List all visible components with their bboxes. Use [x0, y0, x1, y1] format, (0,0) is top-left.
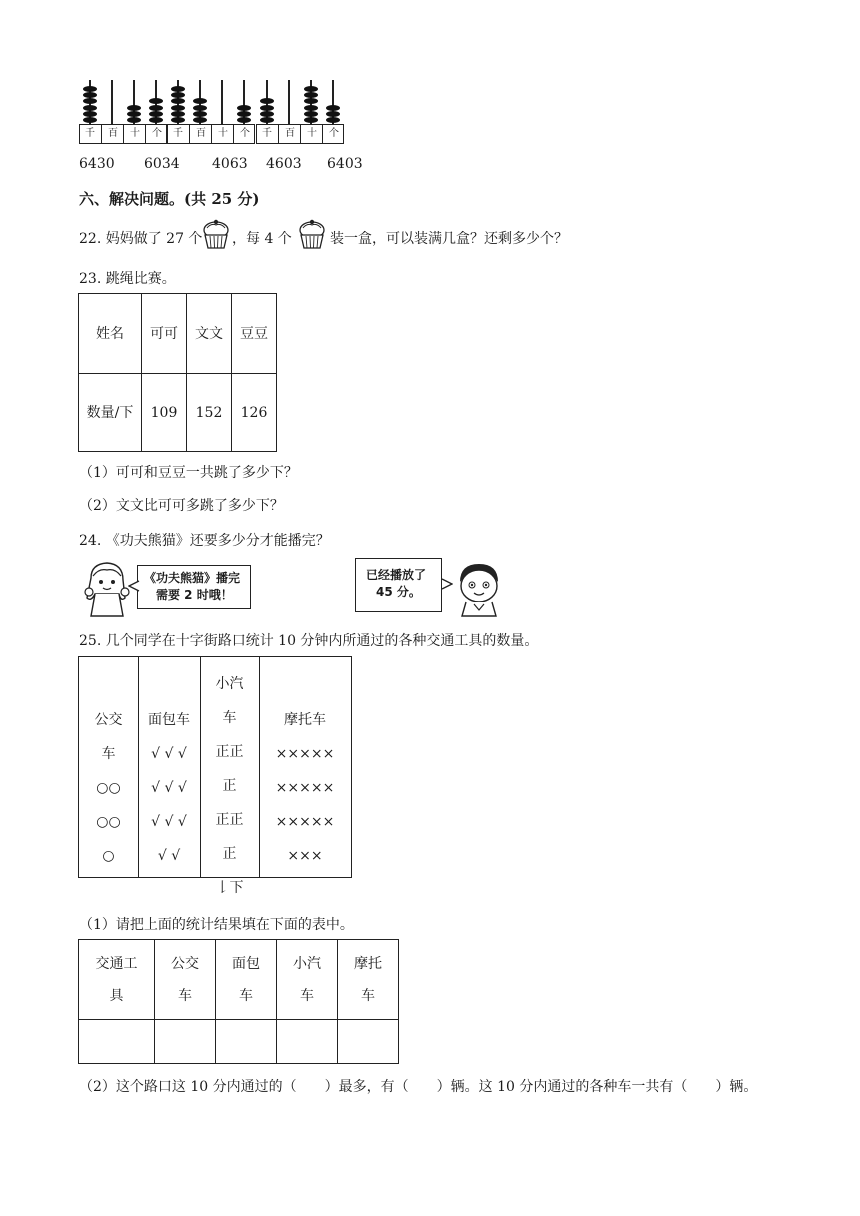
abacus-place-label: 百 — [189, 124, 212, 144]
tally-car-column — [200, 667, 259, 905]
table-cell: 126 — [232, 374, 277, 452]
abacus-bead — [304, 98, 318, 104]
fill-header-moto: 摩托 车 — [338, 940, 399, 1020]
tally-car-row: 𠄌下 — [215, 880, 244, 896]
bubble-left-line1: 《功夫熊猫》播完 — [144, 571, 241, 585]
fill-header-van: 面包 车 — [216, 940, 277, 1020]
number-option-1: 6430 — [79, 156, 115, 172]
abacus-bead — [127, 117, 141, 123]
abacus-bead — [127, 111, 141, 117]
abacus-bead — [171, 105, 185, 111]
abacus-bead — [171, 92, 185, 98]
q22-text-1: 22. 妈妈做了 27 个 — [79, 231, 203, 247]
abacus-place-label: 千 — [173, 128, 183, 139]
fill-cell[interactable] — [79, 1020, 155, 1064]
tally-car-row: 正正 — [215, 744, 244, 760]
abacus-place-label: 个 — [145, 124, 168, 144]
tally-car-row: 正正 — [215, 812, 244, 828]
tally-bus-row: ○ — [102, 848, 115, 864]
abacus-bead — [304, 86, 318, 92]
number-option-5: 6403 — [327, 156, 363, 172]
abacus-bead — [83, 111, 97, 117]
tally-van-row: √ √ √ — [151, 746, 187, 762]
abacus-bead — [83, 117, 97, 123]
q25-title: 25. 几个同学在十字街路口统计 10 分钟内所通过的各种交通工具的数量。 — [79, 633, 539, 649]
tally-car-row: 正 — [222, 846, 237, 862]
q23-sub1: （1）可可和豆豆一共跳了多少下？ — [79, 465, 298, 481]
cupcake-icon — [201, 218, 231, 250]
fill-cell[interactable] — [155, 1020, 216, 1064]
abacus-bead — [149, 98, 163, 104]
abacus-bead — [326, 111, 340, 117]
abacus-bead — [326, 117, 340, 123]
abacus-place-label: 十 — [123, 124, 146, 144]
q23-title: 23. 跳绳比赛。 — [79, 271, 176, 287]
tally-moto-row: ××××× — [275, 746, 335, 762]
abacus-bead — [149, 117, 163, 123]
abacus-bead — [260, 105, 274, 111]
bubble-right-line1: 已经播放了 — [366, 568, 427, 582]
abacus-bead — [237, 111, 251, 117]
tally-van-column — [138, 703, 200, 873]
abacus-bead — [237, 117, 251, 123]
q22-text-3: 装一盒，可以装满几盒？还剩多少个？ — [330, 231, 568, 247]
abacus-place-label: 千 — [85, 128, 95, 139]
table-header-keke: 可可 — [142, 294, 187, 374]
bubble-left-line2: 需要 2 时哦！ — [156, 588, 233, 602]
table-cell: 152 — [187, 374, 232, 452]
number-option-2: 6034 — [144, 156, 180, 172]
tally-bus-column — [79, 703, 138, 873]
table-header-wenwen: 文文 — [187, 294, 232, 374]
tally-van-row: √ √ √ — [151, 780, 187, 796]
abacus-bead — [304, 92, 318, 98]
abacus-bead — [83, 92, 97, 98]
abacus-rod — [221, 80, 223, 124]
abacus-place-label: 个 — [322, 124, 345, 144]
fill-cell[interactable] — [277, 1020, 338, 1064]
q23-sub2: （2）文文比可可多跳了多少下？ — [79, 498, 284, 514]
table-header-name: 姓名 — [79, 294, 142, 374]
abacus-bead — [83, 98, 97, 104]
abacus-place-label: 百 — [278, 124, 301, 144]
abacus-bead — [237, 105, 251, 111]
number-option-3: 4063 — [212, 156, 248, 172]
tally-van-row: √ √ — [157, 848, 181, 864]
table-header-doudou: 豆豆 — [232, 294, 277, 374]
abacus-bead — [304, 111, 318, 117]
abacus-bead — [193, 117, 207, 123]
abacus-bead — [193, 105, 207, 111]
fill-table — [78, 939, 399, 1064]
fill-cell[interactable] — [338, 1020, 399, 1064]
tally-bus-row: ○○ — [96, 780, 121, 796]
tally-header-moto: 摩托车 — [284, 712, 326, 728]
abacus-bead — [171, 117, 185, 123]
abacus-rod — [288, 80, 290, 124]
abacus-place-label: 百 — [101, 124, 124, 144]
abacus-bead — [260, 111, 274, 117]
table-cell: 109 — [142, 374, 187, 452]
tally-header-van: 面包车 — [148, 712, 190, 728]
tally-header-bus: 公交 车 — [94, 712, 123, 762]
abacus-bead — [260, 98, 274, 104]
tally-car-row: 正 — [222, 778, 237, 794]
abacus-rod — [111, 80, 113, 124]
jump-rope-table — [78, 293, 277, 452]
tally-header-car: 小汽 车 — [215, 676, 244, 726]
q25-sub1: （1）请把上面的统计结果填在下面的表中。 — [79, 917, 354, 933]
speech-bubble-right — [355, 558, 442, 612]
abacus-bead — [127, 105, 141, 111]
abacus-bead — [83, 86, 97, 92]
q22-text-2: ，每 4 个 — [232, 231, 292, 247]
abacus-place-label: 个 — [233, 124, 256, 144]
abacus-bead — [149, 111, 163, 117]
abacus-bead — [193, 111, 207, 117]
table-row-label: 数量/下 — [79, 374, 142, 452]
abacus-bead — [149, 105, 163, 111]
tally-moto-row: ××× — [287, 848, 323, 864]
abacus-place-label: 千 — [262, 128, 272, 139]
bubble-tail-left — [128, 580, 140, 592]
section-title: 六、解决问题。(共 25 分) — [79, 190, 260, 208]
number-option-4: 4603 — [266, 156, 302, 172]
abacus-bead — [83, 105, 97, 111]
abacus-bead — [193, 98, 207, 104]
speech-bubble-left — [137, 565, 251, 609]
tally-van-row: √ √ √ — [151, 814, 187, 830]
q24-title: 24. 《功夫熊猫》还要多少分才能播完？ — [79, 533, 330, 549]
abacus-bead — [260, 117, 274, 123]
abacus-bead — [304, 105, 318, 111]
fill-cell[interactable] — [216, 1020, 277, 1064]
tally-bus-row: ○○ — [96, 814, 121, 830]
tally-moto-row: ××××× — [275, 780, 335, 796]
bubble-right-line2: 45 分。 — [376, 585, 421, 599]
abacus-bead — [304, 117, 318, 123]
tally-table — [78, 656, 352, 896]
q25-sub2: （2）这个路口这 10 分内通过的（ ）最多，有（ ）辆。这 10 分内通过的各种车一共有（ ）辆。 — [79, 1079, 758, 1095]
fill-header-transport: 交通工 具 — [79, 940, 155, 1020]
cupcake-icon — [297, 218, 327, 250]
abacus-bead — [171, 98, 185, 104]
boy-figure — [452, 560, 506, 618]
abacus-place-label: 十 — [300, 124, 323, 144]
tally-moto-row: ××××× — [275, 814, 335, 830]
abacus-bead — [171, 86, 185, 92]
abacus-place-label: 十 — [211, 124, 234, 144]
abacus-bead — [326, 105, 340, 111]
fill-header-car: 小汽 车 — [277, 940, 338, 1020]
abacus-bead — [171, 111, 185, 117]
fill-header-bus: 公交 车 — [155, 940, 216, 1020]
tally-moto-column — [259, 703, 351, 873]
